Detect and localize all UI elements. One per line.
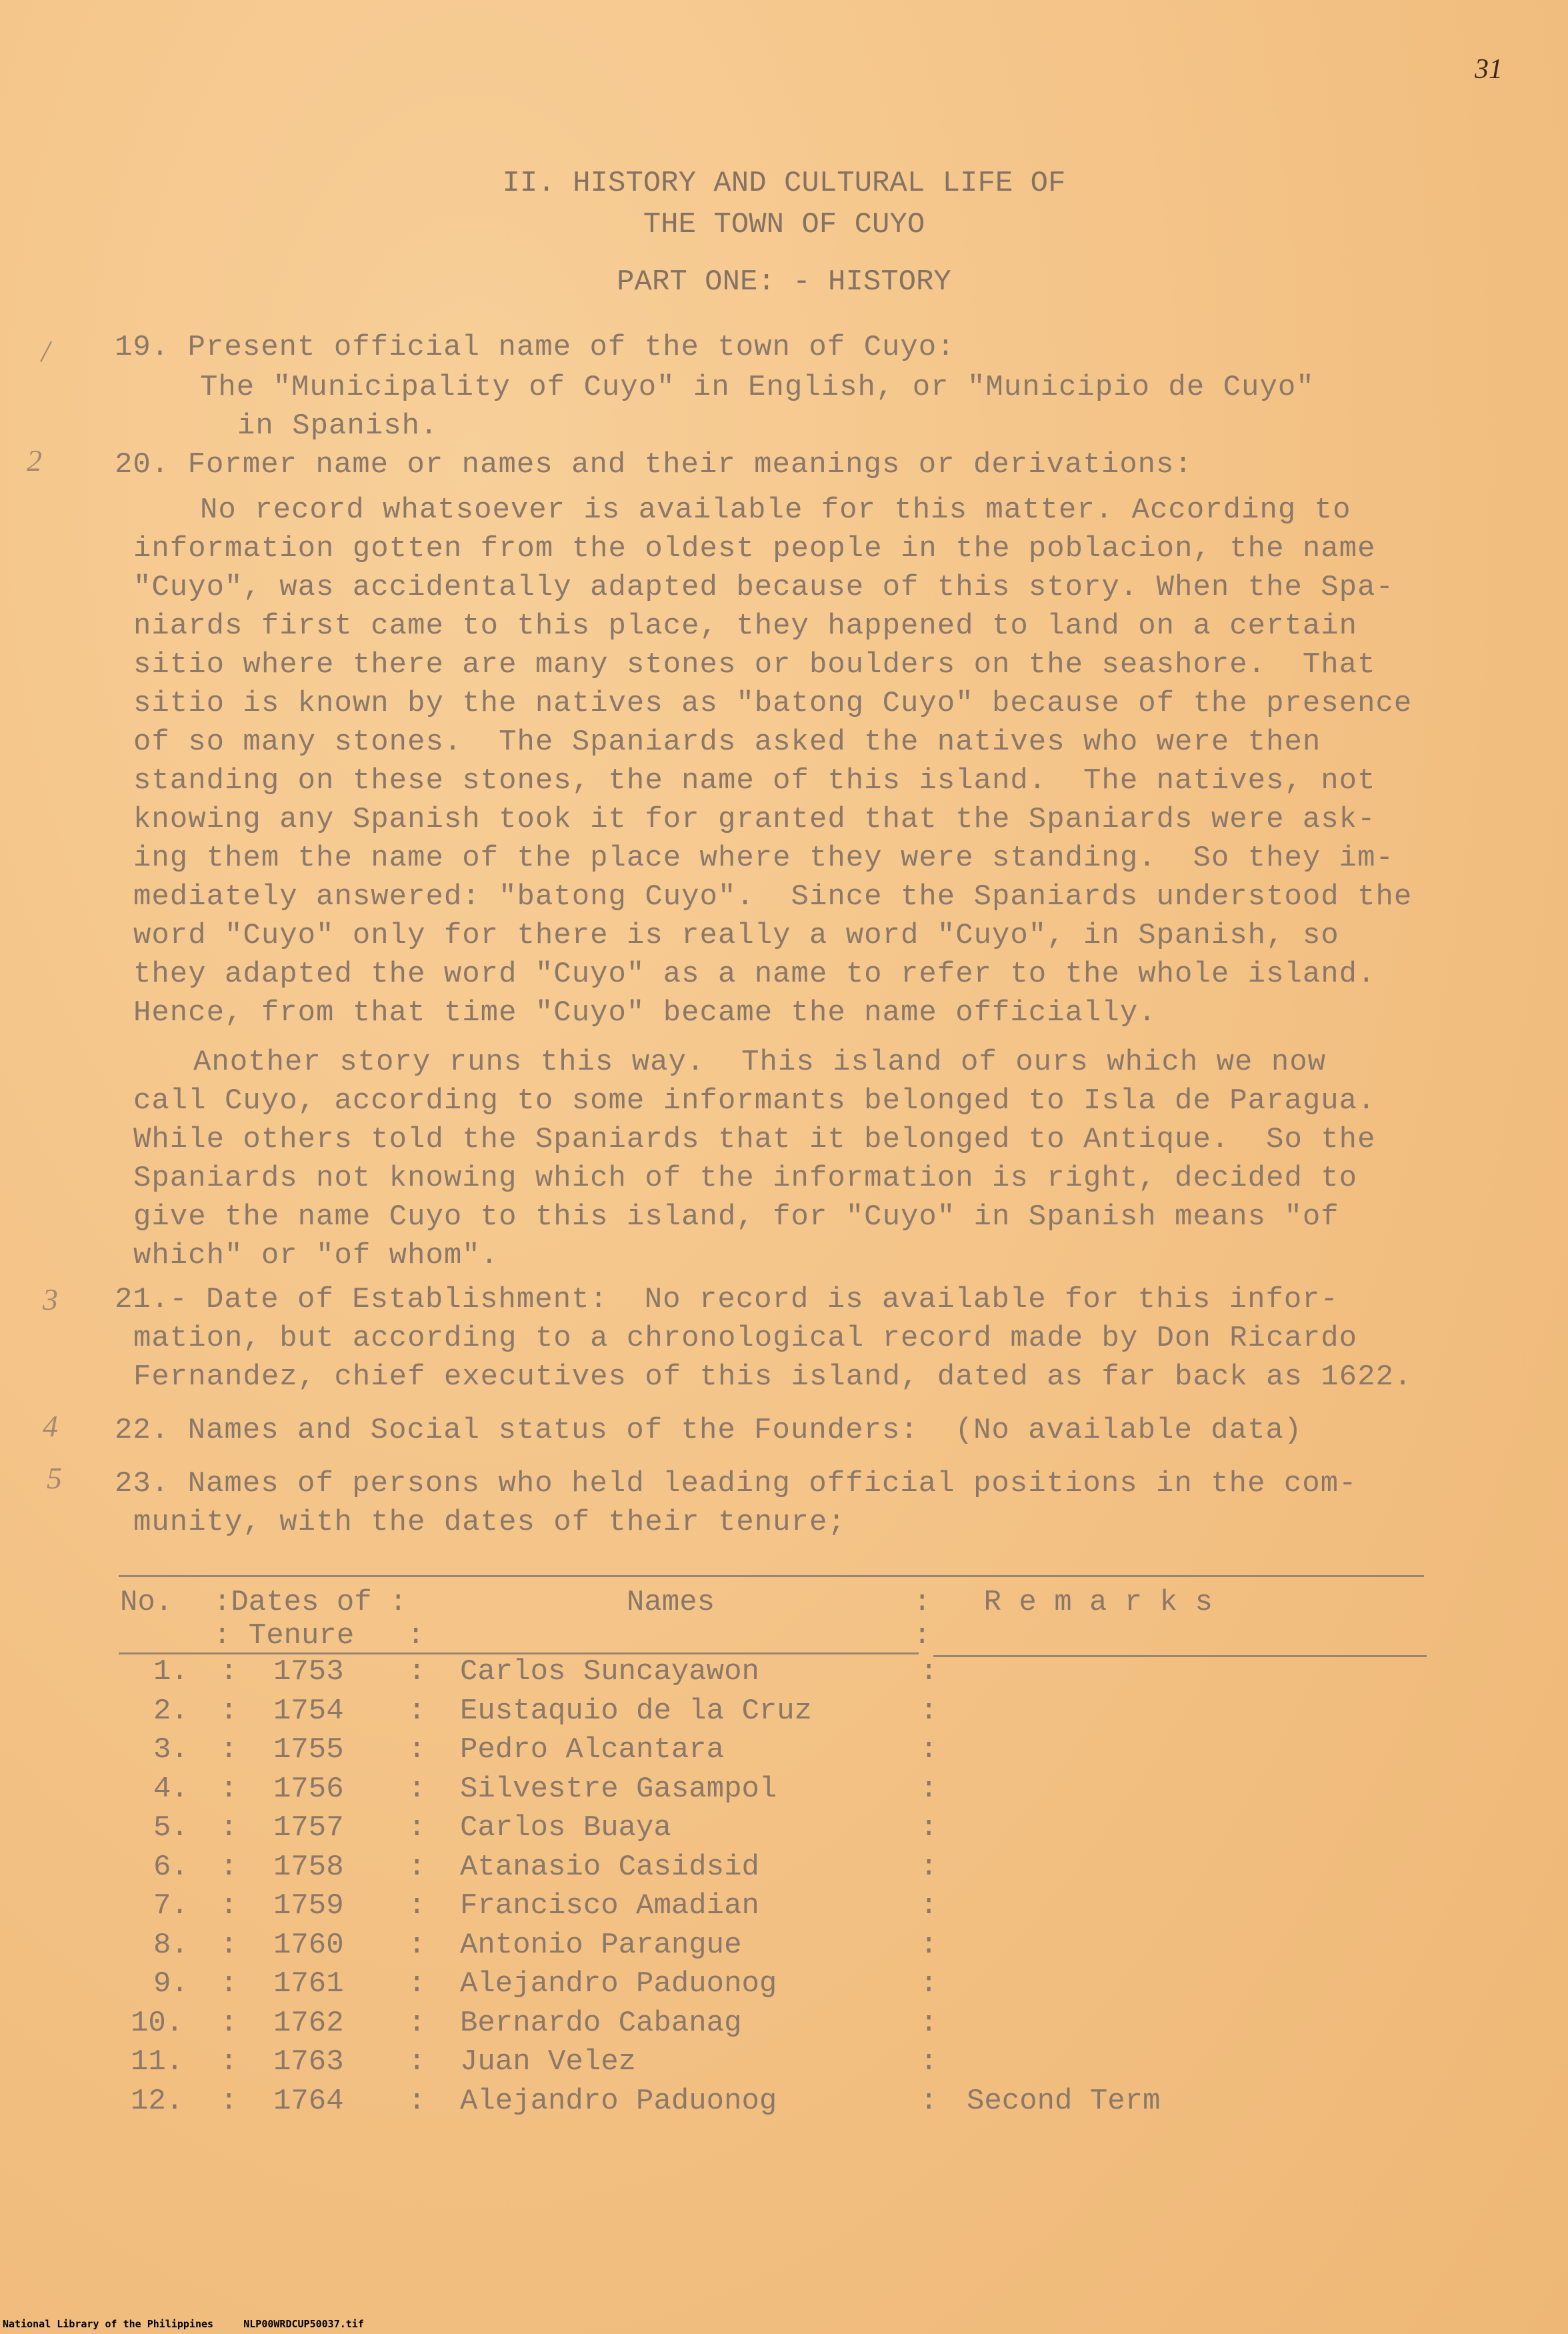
row-separator: : [920, 1655, 938, 1688]
item-20-p1-line: standing on these stones, the name of this island. The natives, not [133, 764, 1376, 798]
row-name: Pedro Alcantara [460, 1733, 725, 1767]
row-year: 1758 [273, 1851, 344, 1884]
row-name: Atanasio Casidsid [460, 1851, 759, 1884]
table-header-rule [119, 1652, 919, 1654]
row-separator: : [220, 1733, 238, 1767]
table-header-dates: :Dates of : [213, 1586, 407, 1619]
row-name: Silvestre Gasampol [460, 1773, 777, 1806]
row-separator: : [408, 1694, 426, 1728]
item-23-line: 23. Names of persons who held leading official positions in the com- [115, 1467, 1357, 1500]
row-year: 1754 [273, 1694, 344, 1728]
row-name: Bernardo Cabanag [460, 2007, 742, 2040]
row-separator: : [920, 1733, 938, 1767]
row-number: 11. [131, 2045, 184, 2079]
row-separator: : [408, 2045, 426, 2079]
item-20-p1-line: "Cuyo", was accidentally adapted because of this story. When the Spa- [133, 571, 1394, 604]
row-separator: : [220, 1929, 238, 1962]
row-separator: : [220, 1773, 238, 1806]
row-number: 4. [153, 1773, 189, 1806]
row-number: 7. [153, 1889, 189, 1923]
item-20-p2-line: give the name Cuyo to this island, for "Cuyo" in Spanish means "of [133, 1200, 1339, 1234]
row-separator: : [920, 2007, 938, 2040]
row-separator: : [920, 1811, 938, 1845]
item-22-line: 22. Names and Social status of the Founders: (No available data) [115, 1414, 1303, 1447]
footer-caption: National Library of the Philippines NLP00WRDCUP50037.tif [3, 2318, 364, 2330]
row-separator: : [220, 2045, 238, 2079]
row-number: 1. [153, 1655, 189, 1688]
row-separator: : [220, 1967, 238, 2001]
row-year: 1753 [273, 1655, 344, 1688]
row-separator: : [408, 1967, 426, 2001]
row-name: Francisco Amadian [460, 1889, 759, 1923]
item-20-p2-line: which" or "of whom". [133, 1239, 499, 1272]
item-19-line-3: in Spanish. [237, 409, 439, 443]
row-separator: : [408, 1811, 426, 1845]
margin-mark-4: 4 [43, 1409, 58, 1443]
row-number: 12. [131, 2085, 184, 2118]
margin-mark-2: 2 [27, 443, 42, 477]
item-20-p1-line: knowing any Spanish took it for granted that the Spaniards were ask- [133, 803, 1376, 836]
row-year: 1762 [273, 2007, 344, 2040]
table-header-rule-right [933, 1655, 1427, 1657]
table-header-tenure: : Tenure : [213, 1619, 425, 1652]
row-separator: : [220, 2007, 238, 2040]
table-top-rule [119, 1575, 1424, 1577]
title-line-1: II. HISTORY AND CULTURAL LIFE OF [502, 167, 1066, 200]
row-separator: : [408, 1929, 426, 1962]
item-20-heading: 20. Former name or names and their meanings or derivations: [115, 448, 1193, 481]
row-separator: : [920, 1889, 938, 1923]
row-separator: : [920, 1967, 938, 2001]
margin-mark-3: 3 [43, 1282, 58, 1316]
item-21-line: 21.- Date of Establishment: No record is available for this infor- [115, 1283, 1339, 1316]
row-separator: : [920, 1851, 938, 1884]
row-separator: : [220, 1851, 238, 1884]
row-name: Juan Velez [460, 2045, 637, 2079]
item-20-p1-line: Hence, from that time "Cuyo" became the name officially. [133, 996, 1157, 1030]
row-separator: : [408, 1889, 426, 1923]
item-19-line-2: The "Municipality of Cuyo" in English, or "Municipio de Cuyo" [200, 371, 1315, 404]
row-separator: : [920, 1773, 938, 1806]
row-year: 1757 [273, 1811, 344, 1845]
item-20-p1-line: ing them the name of the place where they were standing. So they im- [133, 842, 1394, 875]
row-separator: : [408, 1851, 426, 1884]
item-20-p1-line: they adapted the word "Cuyo" as a name to refer to the whole island. [133, 958, 1376, 991]
row-separator: : [408, 2085, 426, 2118]
table-header-remarks: : R e m a r k s [913, 1586, 1213, 1619]
row-separator: : [220, 1889, 238, 1923]
row-number: 9. [153, 1967, 189, 2001]
row-number: 6. [153, 1851, 189, 1884]
row-remark: Second Term [967, 2085, 1161, 2118]
row-year: 1763 [273, 2045, 344, 2079]
row-name: Carlos Buaya [460, 1811, 671, 1845]
row-separator: : [920, 1929, 938, 1962]
item-20-p1-line: information gotten from the oldest people in the poblacion, the name [133, 532, 1376, 565]
row-year: 1761 [273, 1967, 344, 2001]
row-year: 1764 [273, 2085, 344, 2118]
title-line-2: THE TOWN OF CUYO [643, 208, 925, 241]
row-separator: : [408, 1733, 426, 1767]
row-year: 1755 [273, 1733, 344, 1767]
row-year: 1756 [273, 1773, 344, 1806]
row-name: Antonio Parangue [460, 1929, 742, 1962]
item-20-p1-line: niards first came to this place, they happened to land on a certain [133, 610, 1358, 643]
row-name: Alejandro Paduonog [460, 1967, 777, 2001]
row-separator: : [220, 1655, 238, 1688]
row-separator: : [220, 1694, 238, 1728]
row-separator: : [220, 1811, 238, 1845]
item-20-p2-line: Spaniards not knowing which of the information is right, decided to [133, 1162, 1358, 1195]
row-name: Eustaquio de la Cruz [460, 1694, 813, 1728]
margin-mark-1: / [41, 334, 50, 368]
item-20-p1-line: mediately answered: "batong Cuyo". Since the Spaniards understood the [133, 880, 1413, 914]
part-heading: PART ONE: - HISTORY [617, 265, 951, 299]
item-23-line: munity, with the dates of their tenure; [133, 1506, 846, 1539]
row-separator: : [920, 2085, 938, 2118]
item-20-p1-line: word "Cuyo" only for there is really a word "Cuyo", in Spanish, so [133, 919, 1339, 952]
item-21-line: Fernandez, chief executives of this island, dated as far back as 1622. [133, 1360, 1413, 1394]
row-number: 8. [153, 1929, 189, 1962]
margin-mark-5: 5 [47, 1461, 62, 1495]
row-number: 3. [153, 1733, 189, 1767]
row-separator: : [920, 1694, 938, 1728]
row-name: Carlos Suncayawon [460, 1655, 759, 1688]
row-number: 5. [153, 1811, 189, 1845]
item-20-p1-line: sitio is known by the natives as "batong Cuyo" because of the presence [133, 687, 1413, 720]
row-separator: : [220, 2085, 238, 2118]
item-20-p2-line: While others told the Spaniards that it belonged to Antique. So the [133, 1123, 1376, 1156]
item-19-line-1: 19. Present official name of the town of Cuyo: [115, 331, 955, 364]
row-separator: : [408, 2007, 426, 2040]
row-separator: : [408, 1773, 426, 1806]
item-20-p2-line: call Cuyo, according to some informants belonged to Isla de Paragua. [133, 1084, 1376, 1118]
row-name: Alejandro Paduonog [460, 2085, 777, 2118]
row-separator: : [920, 2045, 938, 2079]
row-separator: : [408, 1655, 426, 1688]
item-21-line: mation, but according to a chronological record made by Don Ricardo [133, 1322, 1358, 1355]
table-header-colon: : [913, 1619, 931, 1652]
table-header-names: Names [627, 1586, 715, 1619]
row-year: 1760 [273, 1929, 344, 1962]
row-number: 2. [153, 1694, 189, 1728]
item-20-p2-line: Another story runs this way. This island of ours which we now [193, 1046, 1327, 1079]
item-20-p1-line: sitio where there are many stones or boulders on the seashore. That [133, 648, 1376, 682]
page-number: 31 [1475, 54, 1503, 85]
table-header-no: No. [120, 1586, 173, 1619]
row-number: 10. [131, 2007, 184, 2040]
item-20-p1-line: No record whatsoever is available for this matter. According to [200, 493, 1351, 527]
item-20-p1-line: of so many stones. The Spaniards asked the natives who were then [133, 726, 1321, 759]
row-year: 1759 [273, 1889, 344, 1923]
